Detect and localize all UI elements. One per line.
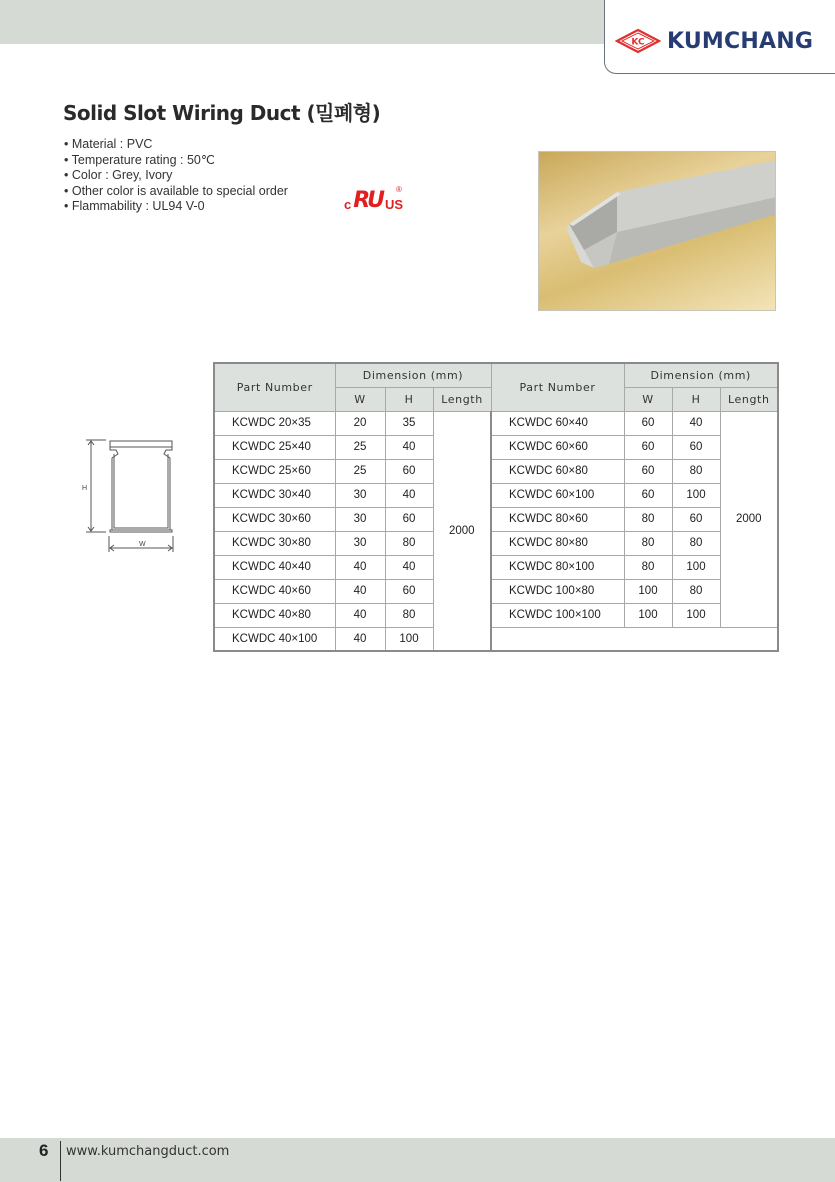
width-cell: 80 [624,531,672,555]
length-cell: 2000 [433,411,491,651]
spec-table [213,362,779,652]
table-row [214,627,778,651]
part-number-cell: KCWDC 60×60 [491,435,624,459]
header-length: Length [720,387,778,411]
width-cell: 25 [335,459,385,483]
width-cell: 80 [624,555,672,579]
height-cell: 60 [672,507,720,531]
part-number-cell: KCWDC 30×40 [214,483,335,507]
height-cell: 40 [385,483,433,507]
wiring-duct-image [539,152,776,311]
part-number-cell: KCWDC 25×40 [214,435,335,459]
width-cell: 30 [335,531,385,555]
part-number-cell: KCWDC 80×100 [491,555,624,579]
feature-item: • Color : Grey, Ivory [64,168,288,184]
width-cell: 100 [624,603,672,627]
header-band [0,0,605,44]
height-label: H [82,485,88,492]
footer-divider [60,1141,61,1181]
part-number-cell: KCWDC 40×60 [214,579,335,603]
width-cell: 30 [335,507,385,531]
height-cell: 80 [672,579,720,603]
height-cell: 100 [672,555,720,579]
part-number-cell: KCWDC 40×40 [214,555,335,579]
header-dimension: Dimension (mm) [335,363,491,387]
width-cell: 25 [335,435,385,459]
width-cell: 100 [624,579,672,603]
registered-icon: ® [396,185,402,194]
footer-website-link[interactable]: www.kumchangduct.com [66,1144,230,1159]
feature-item: • Material : PVC [64,137,288,153]
table-row [214,435,778,459]
width-cell: 40 [335,555,385,579]
width-cell: 80 [624,507,672,531]
height-cell: 40 [385,555,433,579]
feature-item: • Other color is available to special order [64,184,288,200]
part-number-cell: KCWDC 80×60 [491,507,624,531]
height-cell: 80 [385,603,433,627]
width-cell: 30 [335,483,385,507]
part-number-cell: KCWDC 100×100 [491,603,624,627]
width-cell: 40 [335,579,385,603]
height-cell: 60 [385,579,433,603]
height-cell: 80 [385,531,433,555]
height-cell: 60 [385,507,433,531]
height-cell: 40 [385,435,433,459]
feature-item: • Flammability : UL94 V-0 [64,199,288,215]
header-w: W [624,387,672,411]
feature-list [64,137,288,215]
height-cell: 100 [385,627,433,651]
part-number-cell: KCWDC 20×35 [214,411,335,435]
header-dimension: Dimension (mm) [624,363,778,387]
width-cell: 40 [335,627,385,651]
duct-cross-section-diagram [76,438,186,558]
height-cell: 100 [672,603,720,627]
height-cell: 100 [672,483,720,507]
page-title: Solid Slot Wiring Duct (밀폐형) [63,101,381,125]
part-number-cell: KCWDC 40×100 [214,627,335,651]
table-row [214,483,778,507]
height-cell: 40 [672,411,720,435]
part-number-cell: KCWDC 30×80 [214,531,335,555]
part-number-cell: KCWDC 60×100 [491,483,624,507]
part-number-cell: KCWDC 30×60 [214,507,335,531]
height-cell: 60 [672,435,720,459]
height-cell: 80 [672,531,720,555]
table-row [214,603,778,627]
empty-cell [491,627,778,651]
page-number: 6 [39,1141,49,1160]
table-row [214,411,778,435]
header-w: W [335,387,385,411]
part-number-cell: KCWDC 100×80 [491,579,624,603]
ul-c-label: c [344,197,352,212]
table-row [214,531,778,555]
brand-logo [615,28,813,54]
header-length: Length [433,387,491,411]
width-cell: 60 [624,411,672,435]
header-part-number: Part Number [491,363,624,411]
feature-item: • Temperature rating : 50℃ [64,153,288,169]
table-row [214,555,778,579]
width-cell: 60 [624,483,672,507]
header-h: H [672,387,720,411]
svg-text:KC: KC [631,37,645,48]
part-number-cell: KCWDC 80×80 [491,531,624,555]
part-number-cell: KCWDC 25×60 [214,459,335,483]
width-cell: 60 [624,459,672,483]
table-row [214,507,778,531]
part-number-cell: KCWDC 60×80 [491,459,624,483]
height-cell: 60 [385,459,433,483]
width-cell: 60 [624,435,672,459]
ul-certification-mark [344,185,404,213]
header-h: H [385,387,433,411]
kc-diamond-icon [615,28,661,54]
ul-us-label: US [385,197,404,212]
product-photo [538,151,776,311]
table-row [214,459,778,483]
width-cell: 40 [335,603,385,627]
table-row [214,579,778,603]
height-cell: 80 [672,459,720,483]
width-label: W [139,541,146,548]
part-number-cell: KCWDC 40×80 [214,603,335,627]
width-cell: 20 [335,411,385,435]
header-part-number: Part Number [214,363,335,411]
ul-ru-icon: RU [353,188,383,213]
brand-name: KUMCHANG [667,28,814,54]
length-cell: 2000 [720,411,778,627]
height-cell: 35 [385,411,433,435]
part-number-cell: KCWDC 60×40 [491,411,624,435]
